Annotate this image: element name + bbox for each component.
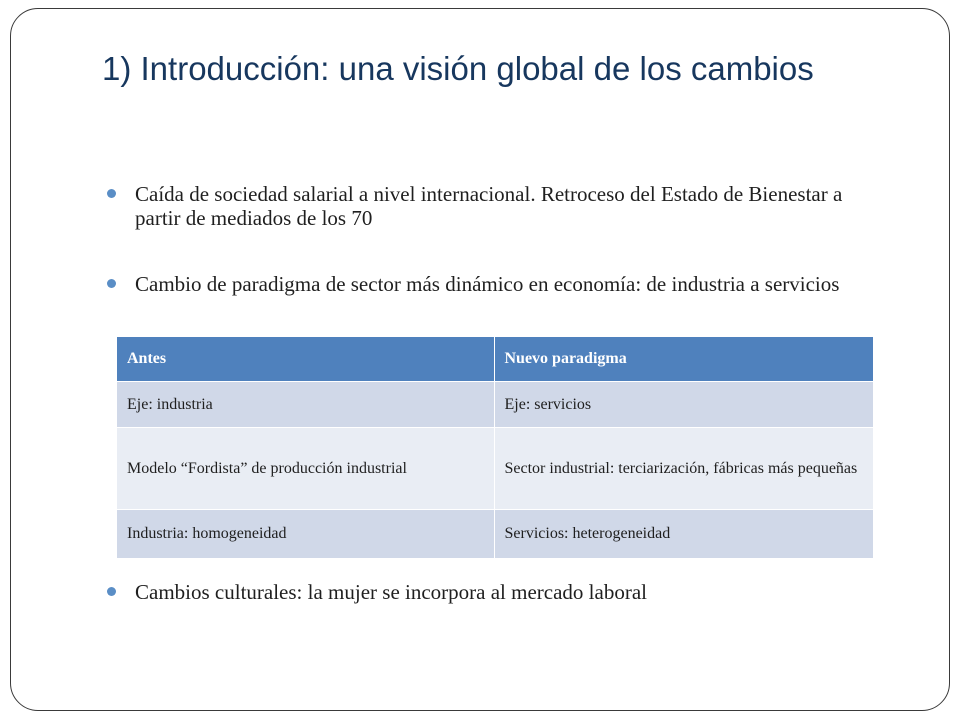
- bullet-item: [107, 182, 847, 230]
- comparison-table: [117, 337, 873, 559]
- table-row: [117, 428, 873, 510]
- bullet-text: Cambios culturales: la mujer se incorpora al mercado laboral: [135, 580, 647, 604]
- slide-title: 1) Introducción: una visión global de los cambios: [102, 50, 814, 87]
- bullet-dot-icon: [107, 189, 116, 198]
- bullet-item: [107, 580, 847, 604]
- table-header-before: Antes: [117, 337, 494, 382]
- table-cell: Sector industrial: terciarización, fábricas más pequeñas: [494, 428, 873, 510]
- bullet-text: Cambio de paradigma de sector más dinámico en economía: de industria a servicios: [135, 272, 840, 296]
- table-header-new-paradigm: Nuevo paradigma: [494, 337, 873, 382]
- table-row: [117, 510, 873, 559]
- table-cell: Eje: servicios: [494, 382, 873, 428]
- table-cell: Industria: homogeneidad: [117, 510, 494, 559]
- bullet-dot-icon: [107, 279, 116, 288]
- bullet-text: Caída de sociedad salarial a nivel internacional. Retroceso del Estado de Bienestar a partir de mediados de los 70: [135, 182, 843, 230]
- bullet-dot-icon: [107, 587, 116, 596]
- table-row: [117, 382, 873, 428]
- table-cell: Modelo “Fordista” de producción industrial: [117, 428, 494, 510]
- table-cell: Eje: industria: [117, 382, 494, 428]
- bullet-item: [107, 272, 867, 296]
- table-cell: Servicios: heterogeneidad: [494, 510, 873, 559]
